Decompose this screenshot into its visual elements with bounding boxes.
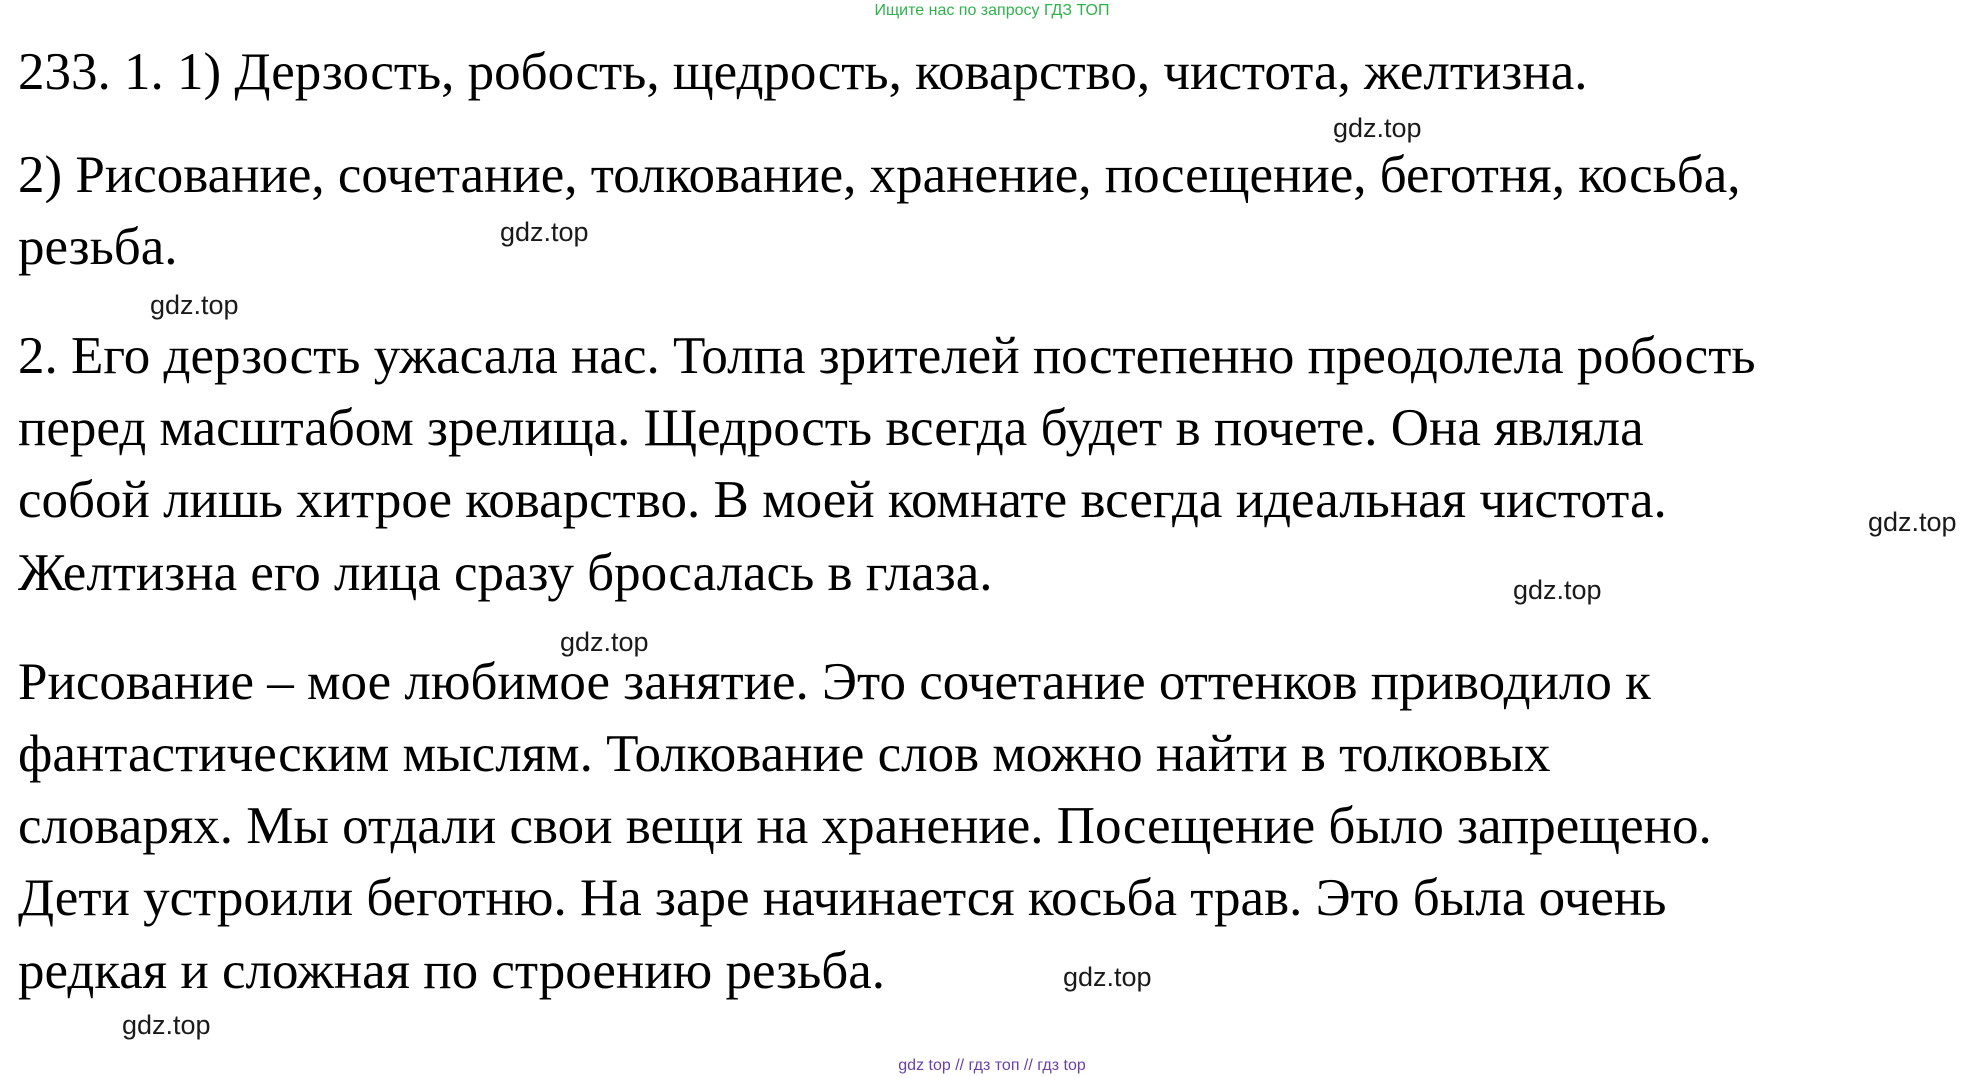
- watermark: gdz.top: [1513, 575, 1602, 605]
- top-banner: Ищите нас по запросу ГДЗ ТОП: [874, 2, 1110, 19]
- watermark: gdz.top: [1063, 962, 1152, 992]
- text-line: 2. Его дерзость ужасала нас. Толпа зрителей постепенно преодолела робость: [18, 327, 1756, 385]
- text-line: словарях. Мы отдали свои вещи на хранение. Посещение было запрещено.: [18, 797, 1712, 855]
- watermark: gdz.top: [150, 290, 239, 320]
- watermark: gdz.top: [122, 1010, 211, 1040]
- text-line: Желтизна его лица сразу бросалась в глаза.: [18, 544, 993, 602]
- text-line: собой лишь хитрое коварство. В моей комнате всегда идеальная чистота.: [18, 471, 1667, 529]
- text-line: 2) Рисование, сочетание, толкование, хранение, посещение, беготня, косьба,: [18, 146, 1741, 204]
- text-line: Дети устроили беготню. На заре начинается косьба трав. Это была очень: [18, 869, 1667, 927]
- text-line: фантастическим мыслям. Толкование слов можно найти в толковых: [18, 725, 1551, 783]
- watermark: gdz.top: [500, 217, 589, 247]
- watermark: gdz.top: [560, 627, 649, 657]
- text-line: Рисование – мое любимое занятие. Это сочетание оттенков приводило к: [18, 653, 1651, 711]
- text-line: редкая и сложная по строению резьба.: [18, 942, 885, 1000]
- text-line: 233. 1. 1) Дерзость, робость, щедрость, коварство, чистота, желтизна.: [18, 43, 1588, 101]
- watermark: gdz.top: [1333, 113, 1422, 143]
- footer-watermark: gdz top // гдз топ // гдз top: [898, 1057, 1086, 1074]
- watermark: gdz.top: [1868, 507, 1957, 537]
- text-line: резьба.: [18, 218, 178, 276]
- text-line: перед масштабом зрелища. Щедрость всегда будет в почете. Она являла: [18, 399, 1644, 457]
